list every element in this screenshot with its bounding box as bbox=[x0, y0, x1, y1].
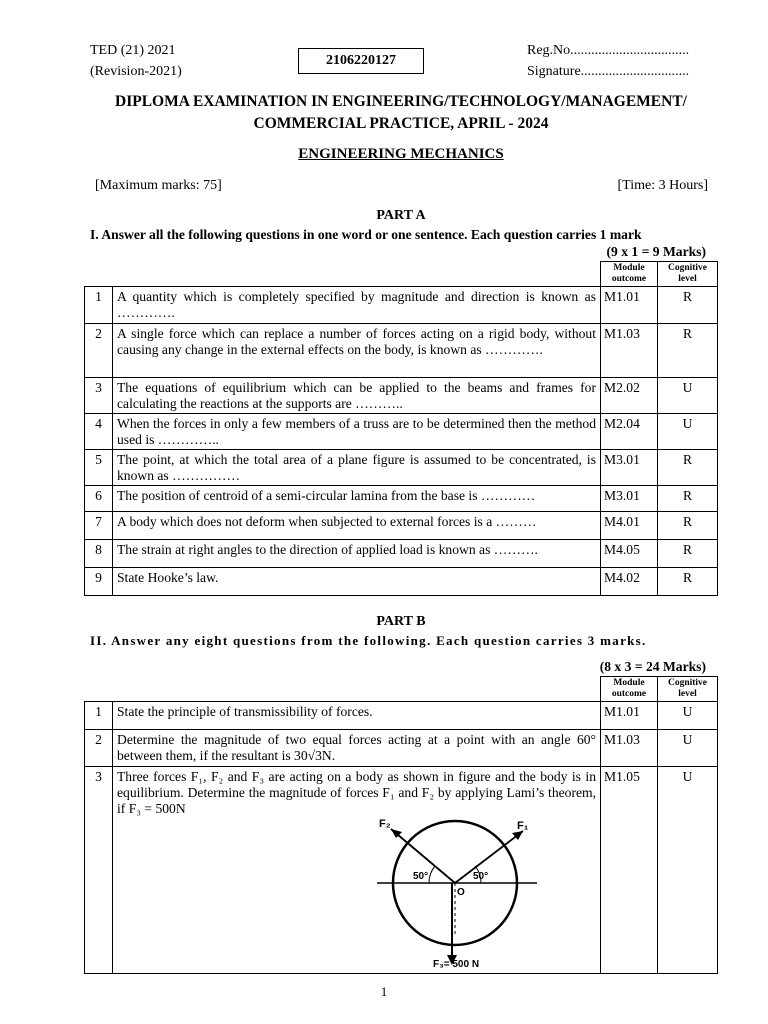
exam-title-line1: DIPLOMA EXAMINATION IN ENGINEERING/TECHNOLOGY/MANAGEMENT/ bbox=[115, 93, 687, 110]
page-number: 1 bbox=[380, 984, 388, 999]
table-row: 1 State the principle of transmissibility of forces. M1.01 U bbox=[85, 702, 718, 730]
part-b-heading: PART B bbox=[376, 614, 426, 629]
exam-time: [Time: 3 Hours] bbox=[617, 178, 708, 193]
part-a-column-headers bbox=[85, 262, 718, 287]
part-b-marks: (8 x 3 = 24 Marks) bbox=[599, 659, 706, 674]
f3-label: F₃= 500 N bbox=[433, 959, 480, 969]
reg-no-field: Reg.No.................................. bbox=[527, 43, 690, 58]
table-row: 8 The strain at right angles to the direction of applied load is known as ………. M4.05 R bbox=[85, 540, 718, 568]
module-outcome-header: Module outcome bbox=[601, 262, 658, 287]
candidate-fields bbox=[527, 40, 689, 82]
signature-field: Signature............................... bbox=[527, 64, 690, 79]
table-row: 3 The equations of equilibrium which can be applied to the beams and frames for calculating the reactions at the supports are ……….. M2.02 U bbox=[85, 378, 718, 414]
question-text: Three forces F₁, F₂ and F₃ are acting on a body as shown in figure and the body is in equilibrium. Determine the magnitude of forces F₁ and F₂ by applying Lami’s theorem, if F₃ = 500N bbox=[117, 769, 596, 816]
table-row: 1 A quantity which is completely specified by magnitude and direction is known as …………. M1.01 R bbox=[85, 287, 718, 324]
angle-label-right: 50° bbox=[473, 871, 489, 882]
table-row: 3 Three forces F₁, F₂ and F₃ are acting on a body as shown in figure and the body is in equilibrium. Determine the magnitude of forces F₁ and F₂ by applying Lami’s theorem, if F₃ = 500N F₂ F₁ 50° 50° O F₃= 500 N M1.05 U bbox=[85, 767, 718, 974]
angle-arc-left bbox=[429, 866, 435, 883]
exam-title-line2: COMMERCIAL PRACTICE, APRIL - 2024 bbox=[253, 115, 549, 132]
lami-theorem-figure bbox=[377, 819, 537, 969]
part-a-instruction: I. Answer all the following questions in one word or one sentence. Each question carries 1 mark bbox=[90, 227, 642, 242]
table-row: 2 A single force which can replace a number of forces acting on a rigid body, without causing any change in the external effects on the body, is known as …………. M1.03 R bbox=[85, 324, 718, 378]
subject-title: ENGINEERING MECHANICS bbox=[298, 146, 504, 162]
cognitive-level-header: Cognitive level bbox=[658, 677, 718, 702]
exam-code-block bbox=[90, 40, 182, 82]
part-a-heading: PART A bbox=[376, 208, 426, 223]
exam-revision: (Revision-2021) bbox=[90, 64, 182, 79]
angle-label-left: 50° bbox=[413, 871, 429, 882]
table-row: 6 The position of centroid of a semi-circular lamina from the base is ………… M3.01 R bbox=[85, 486, 718, 512]
f1-label: F₁ bbox=[517, 820, 529, 832]
f1-arrow bbox=[455, 831, 523, 883]
origin-label: O bbox=[457, 887, 465, 898]
table-row: 5 The point, at which the total area of a plane figure is assumed to be concentrated, is known as …………… M3.01 R bbox=[85, 450, 718, 486]
cognitive-level-header: Cognitive level bbox=[658, 262, 718, 287]
part-b-table bbox=[84, 676, 718, 974]
module-outcome-header: Module outcome bbox=[601, 677, 658, 702]
max-marks: [Maximum marks: 75] bbox=[95, 178, 222, 193]
table-row: 9 State Hooke’s law. M4.02 R bbox=[85, 568, 718, 596]
register-number-box: 2106220127 bbox=[298, 48, 424, 74]
table-row: 7 A body which does not deform when subjected to external forces is a ……… M4.01 R bbox=[85, 512, 718, 540]
table-row: 2 Determine the magnitude of two equal forces acting at a point with an angle 60° between them, if the resultant is 30√3N. M1.03 U bbox=[85, 730, 718, 767]
part-a-marks: (9 x 1 = 9 Marks) bbox=[606, 244, 706, 259]
part-b-instruction: II. Answer any eight questions from the following. Each question carries 3 marks. bbox=[90, 633, 647, 648]
exam-code: TED (21) 2021 bbox=[90, 43, 176, 58]
part-a-table bbox=[84, 261, 718, 596]
part-b-column-headers bbox=[85, 677, 718, 702]
f2-label: F₂ bbox=[379, 819, 391, 830]
table-row: 4 When the forces in only a few members of a truss are to be determined then the method used is ………….. M2.04 U bbox=[85, 414, 718, 450]
